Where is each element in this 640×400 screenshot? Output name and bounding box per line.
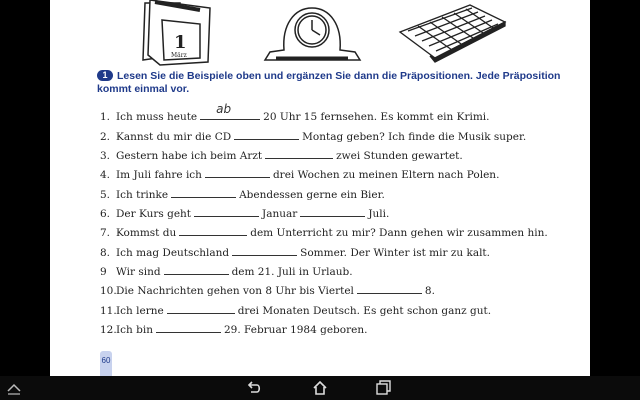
exercise-item	[100, 246, 490, 260]
exercise-text: 29. Februar 1984 geboren.	[223, 324, 368, 336]
android-nav-bar	[0, 376, 640, 400]
exercise-number: 6.	[100, 208, 111, 220]
exercise-number-badge: 1	[97, 70, 113, 81]
exercise-text: Die Nachrichten gehen von 8 Uhr bis Viertel	[116, 285, 354, 297]
blank-gap[interactable]	[194, 207, 259, 217]
home-icon[interactable]	[311, 379, 329, 397]
calendar-month-label: März	[171, 52, 187, 59]
blank-gap[interactable]	[164, 265, 229, 275]
handwritten-answer: ab	[216, 102, 232, 116]
chevron-up-icon[interactable]	[5, 379, 23, 397]
exercise-text: drei Monaten Deutsch. Es geht schon ganz gut.	[237, 305, 492, 317]
instruction-text: Lesen Sie die Beispiele oben und ergänzen Sie dann die Präpositionen. Jede Präposition kommt einmal vor.	[97, 70, 561, 95]
exercise-text: Abendessen gerne ein Bier.	[239, 189, 385, 201]
illustrations	[50, 0, 590, 70]
blank-gap[interactable]	[205, 168, 270, 178]
exercise-text: drei Wochen zu meinen Eltern nach Polen.	[272, 169, 500, 181]
blank-gap[interactable]	[232, 246, 297, 256]
exercise-text: Ich bin	[116, 324, 153, 336]
exercise-number: 3.	[100, 150, 111, 162]
exercise-item	[100, 323, 367, 337]
exercise-text: Gestern habe ich beim Arzt	[116, 150, 263, 162]
blank-gap[interactable]	[300, 207, 365, 217]
exercise-text: Ich lerne	[116, 305, 164, 317]
exercise-item	[100, 149, 463, 163]
page-number: 60	[100, 351, 112, 376]
exercise-text: 20 Uhr 15 fernsehen. Es kommt ein Krimi.	[263, 111, 490, 123]
exercise-item	[100, 130, 526, 144]
exercise-text: dem Unterricht zu mir? Dann gehen wir zusammen hin.	[250, 227, 548, 239]
exercise-text: dem 21. Juli in Urlaub.	[231, 266, 353, 278]
exercise-number: 12.	[100, 324, 117, 336]
exercise-item	[100, 265, 353, 279]
exercise-number: 4.	[100, 169, 111, 181]
exercise-text: Kannst du mir die CD	[116, 131, 232, 143]
mantel-clock-icon	[265, 8, 360, 60]
exercise-text: Sommer. Der Winter ist mir zu kalt.	[300, 247, 490, 259]
exercise-text: Ich muss heute	[116, 111, 198, 123]
exercise-text: Im Juli fahre ich	[116, 169, 202, 181]
calendar-day: 1	[174, 32, 187, 53]
exercise-text: Kommst du	[116, 227, 177, 239]
tear-off-calendar-icon	[143, 0, 210, 65]
blank-gap[interactable]	[156, 323, 221, 333]
blank-gap[interactable]	[265, 149, 333, 159]
exercise-text: Juli.	[368, 208, 390, 220]
exercise-number: 10.	[100, 285, 117, 297]
exercise-number: 7.	[100, 227, 111, 239]
exercise-number: 2.	[100, 131, 111, 143]
exercise-item	[100, 168, 499, 182]
blank-gap[interactable]	[200, 102, 260, 120]
exercise-number: 1.	[100, 111, 111, 123]
exercise-number: 5.	[100, 189, 111, 201]
exercise-item	[100, 284, 435, 298]
back-icon[interactable]	[245, 379, 263, 397]
exercise-item	[100, 304, 491, 318]
exercise-item	[100, 207, 389, 221]
calendar-grid-icon	[400, 5, 505, 62]
blank-gap[interactable]	[179, 226, 247, 236]
exercise-number: 8.	[100, 247, 111, 259]
exercise-text: Januar	[262, 208, 298, 220]
exercise-text: Wir sind	[116, 266, 161, 278]
recents-icon[interactable]	[374, 379, 392, 397]
blank-gap[interactable]	[171, 188, 236, 198]
instruction	[97, 70, 577, 96]
exercise-number: 11.	[100, 305, 117, 317]
exercise-text: Montag geben? Ich finde die Musik super.	[302, 131, 527, 143]
textbook-page	[50, 0, 590, 376]
exercise-text: zwei Stunden gewartet.	[336, 150, 463, 162]
exercise-text: Der Kurs geht	[116, 208, 192, 220]
blank-gap[interactable]	[167, 304, 235, 314]
exercise-item	[100, 102, 490, 124]
exercise-text: Ich mag Deutschland	[116, 247, 230, 259]
exercise-text: 8.	[424, 285, 435, 297]
exercise-number: 9	[100, 266, 107, 278]
exercise-item	[100, 226, 548, 240]
blank-gap[interactable]	[234, 130, 299, 140]
blank-gap[interactable]	[357, 284, 422, 294]
exercise-item	[100, 188, 385, 202]
exercise-text: Ich trinke	[116, 189, 169, 201]
